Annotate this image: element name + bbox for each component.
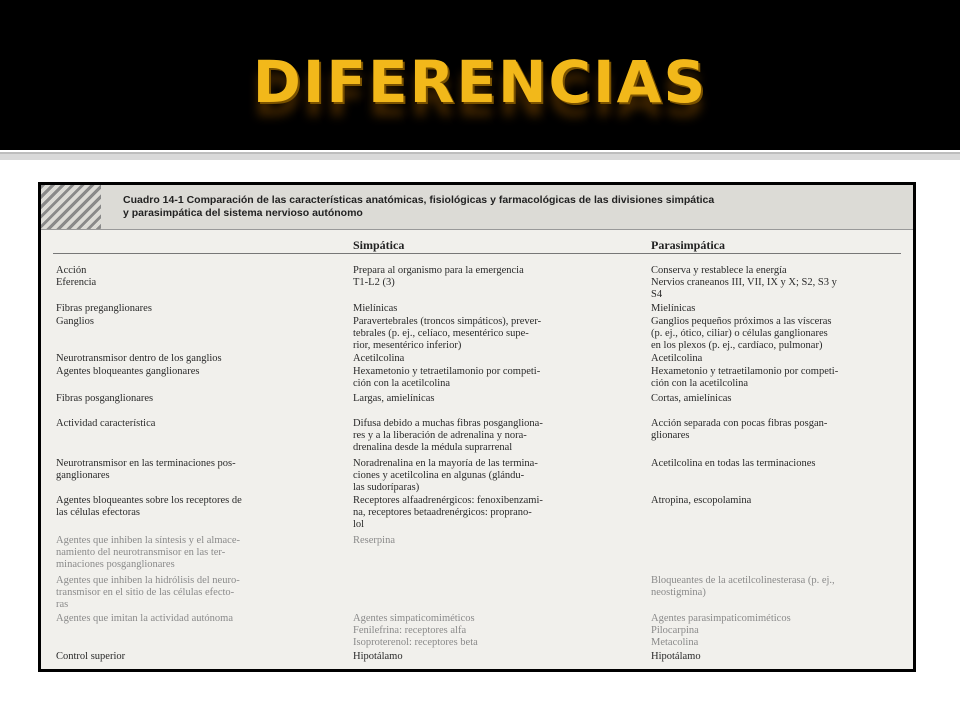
cell-simpatica: Mielínicas [353,303,398,314]
header-stripe-decoration [41,185,101,229]
cell-parasimpatica: Hipotálamo [651,651,701,662]
cell-parasimpatica: Mielínicas [651,303,696,314]
row-label: Neurotransmisor en las terminaciones pos- ganglionares [56,458,236,481]
cell-parasimpatica: Conserva y restablece la energía [651,265,787,276]
column-header-parasimpatica: Parasimpática [651,238,725,252]
cell-simpatica: Difusa debido a muchas fibras posgangliona- res y a la liberación de adrenalina y nora- drenalina desde la médula suprarrenal [353,418,543,453]
slide-title: DIFERENCIAS [252,48,708,116]
cell-parasimpatica: Ganglios pequeños próximos a las vísceras (p. ej., ótico, ciliar) o células ganglionares en los plexos (p. ej., cardíaco, pulmonar) [651,316,832,351]
row-label: Control superior [56,651,126,662]
row-label: Acción [56,265,87,276]
scanned-table [38,182,916,672]
cell-simpatica: Receptores alfaadrenérgicos: fenoxibenzami- na, receptores betaadrenérgicos: proprano- lol [353,495,543,530]
row-label: Fibras posganglionares [56,393,154,404]
cell-simpatica: Paravertebrales (troncos simpáticos), prever- tebrales (p. ej., celíaco, mesentérico supe- rior, mesentérico inferior) [353,316,542,351]
table-caption: Cuadro 14-1 Comparación de las características anatómicas, fisiológicas y farmacológicas de las divisiones simpática y parasimpática del sistema nervioso autónomo [123,194,715,219]
header-rule [53,253,901,254]
cell-simpatica: Largas, amielínicas [353,393,435,404]
row-label: Eferencia [56,277,97,288]
cell-simpatica: T1-L2 (3) [353,277,395,288]
row-label: Agentes bloqueantes ganglionares [56,366,200,377]
cell-parasimpatica: Nervios craneanos III, VII, IX y X; S2, S3 y S4 [651,277,837,300]
row-label: Neurotransmisor dentro de los ganglios [56,353,222,364]
cell-simpatica: Agentes simpaticomiméticos Fenilefrina: receptores alfa Isoproterenol: receptores beta [353,613,478,648]
cell-parasimpatica: Hexametonio y tetraetilamonio por competi- ción con la acetilcolina [651,366,839,389]
cell-parasimpatica: Bloqueantes de la acetilcolinesterasa (p. ej., neostigmina) [651,575,835,598]
cell-parasimpatica: Acetilcolina [651,353,703,364]
cell-parasimpatica: Agentes parasimpaticomiméticos Pilocarpina Metacolina [651,613,791,648]
cell-parasimpatica: Cortas, amielínicas [651,393,732,404]
row-label: Actividad característica [56,418,156,429]
cell-parasimpatica: Acción separada con pocas fibras posgan- glionares [651,418,828,441]
cell-simpatica: Noradrenalina en la mayoría de las termina- ciones y acetilcolina en algunas (glándu- las sudoríparas) [353,458,538,493]
title-divider [0,152,960,160]
row-label: Agentes que imitan la actividad autónoma [56,613,233,624]
column-header-simpatica: Simpática [353,238,405,252]
table-header [41,185,913,230]
row-label: Agentes que inhiben la hidrólisis del neuro- transmisor en el sitio de las células efecto- ras [56,575,240,610]
cell-simpatica: Hexametonio y tetraetilamonio por competi- ción con la acetilcolina [353,366,541,389]
cell-simpatica: Reserpina [353,535,395,546]
row-label: Agentes bloqueantes sobre los receptores de las células efectoras [56,495,242,518]
cell-parasimpatica: Acetilcolina en todas las terminaciones [651,458,816,469]
cell-simpatica: Acetilcolina [353,353,405,364]
row-label: Ganglios [56,316,94,327]
row-label: Agentes que inhiben la síntesis y el almace- namiento del neurotransmisor en las ter- minaciones posganglionares [56,535,240,570]
cell-simpatica: Hipotálamo [353,651,403,662]
cell-parasimpatica: Atropina, escopolamina [651,495,752,506]
cell-simpatica: Prepara al organismo para la emergencia [353,265,524,276]
row-label: Fibras preganglionares [56,303,152,314]
